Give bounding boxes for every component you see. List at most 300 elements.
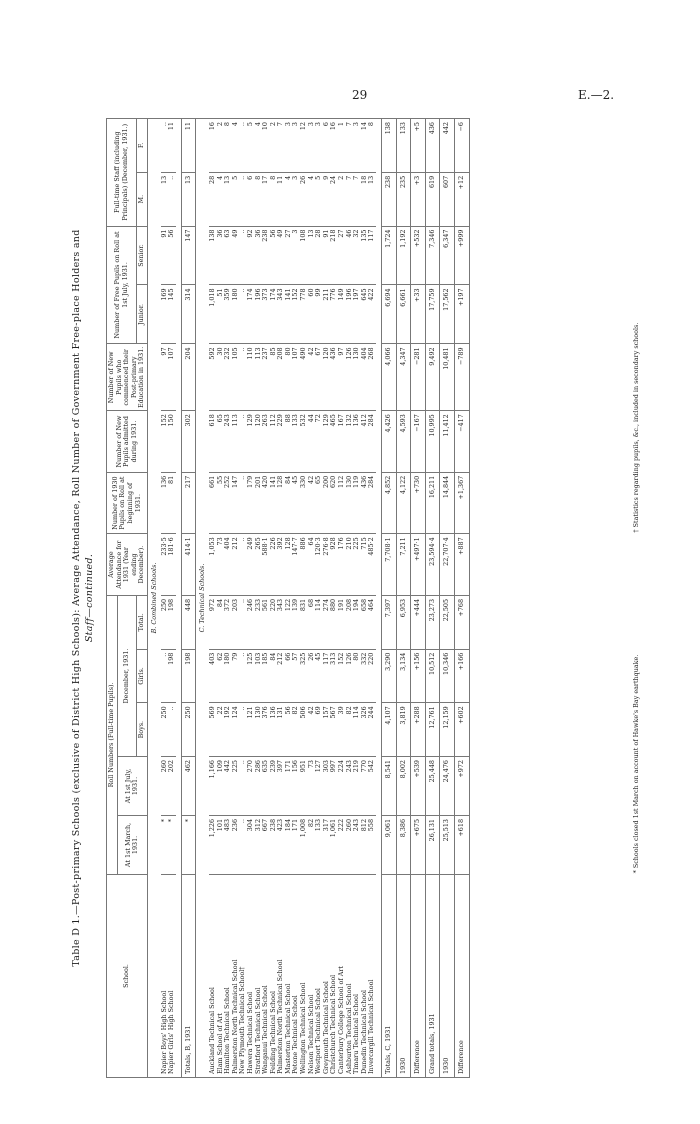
table-cell: 1,008 <box>300 815 308 874</box>
table-cell: 226 <box>270 534 278 596</box>
table-cell: 392 <box>277 534 285 596</box>
table-cell: .. <box>239 119 247 173</box>
table-cell: 233 <box>255 595 263 649</box>
table-cell: 284 <box>368 472 376 534</box>
table-cell: 30 <box>217 344 225 411</box>
table-cell: 490 <box>300 344 308 411</box>
table-cell: 8,002 <box>396 757 411 816</box>
table-row <box>454 119 469 1078</box>
table-cell: 239 <box>270 757 278 816</box>
table-row <box>262 119 270 1078</box>
table-cell: 141 <box>285 285 293 344</box>
section-heading-row <box>196 119 209 1078</box>
table-cell: 268 <box>368 344 376 411</box>
header-commenced-post-primary: Number of New Pupils who commenced their Post-primary Education in 1931. <box>107 344 148 411</box>
table-cell: 5 <box>247 119 255 173</box>
table-cell: 3 <box>353 119 361 173</box>
table-cell: 1,053 <box>209 534 217 596</box>
table-cell: 112 <box>338 472 346 534</box>
table-cell: 55 <box>217 472 225 534</box>
table-cell: +532 <box>411 226 426 285</box>
table-cell: 7,397 <box>382 595 397 649</box>
table-cell: 4 <box>285 172 293 226</box>
table-cell: 260 <box>161 757 169 816</box>
table-cell: 121 <box>247 703 255 757</box>
table-cell: 24,476 <box>440 757 455 816</box>
table-cell: 23,273 <box>425 595 440 649</box>
table-cell: 73 <box>308 757 316 816</box>
school-name: Totals, C, 1931 <box>382 874 397 1077</box>
table-cell: 84 <box>217 595 225 649</box>
table-cell: 82 <box>308 815 316 874</box>
table-cell: 201 <box>255 472 263 534</box>
table-cell: −789 <box>454 344 469 411</box>
table-cell: 314 <box>181 285 196 344</box>
table-row <box>217 119 225 1078</box>
table-cell: 2 <box>217 119 225 173</box>
table-cell: 9,492 <box>425 344 440 411</box>
table-row <box>361 119 369 1078</box>
table-cell: 180 <box>224 649 232 703</box>
table-cell: 607 <box>440 172 455 226</box>
table-cell: 200 <box>323 472 331 534</box>
school-name: Totals, B, 1931 <box>181 874 196 1077</box>
table-cell: 17 <box>262 172 270 226</box>
table-cell: −167 <box>411 411 426 473</box>
table-cell: 313 <box>330 649 338 703</box>
table-cell: 238 <box>262 226 270 285</box>
table-cell: 120 <box>323 344 331 411</box>
table-row <box>425 119 440 1078</box>
table-row <box>239 119 247 1078</box>
table-cell: 5 <box>232 172 240 226</box>
table-cell: 220 <box>270 595 278 649</box>
table-cell: 26 <box>308 649 316 703</box>
table-cell: 4 <box>232 119 240 173</box>
table-cell: +887 <box>454 534 469 596</box>
school-name: Palmerston North Technical School <box>277 874 285 1077</box>
table-cell: 69 <box>315 703 323 757</box>
table-cell: 414·1 <box>181 534 196 596</box>
table-cell: 436 <box>425 119 440 173</box>
table-cell: +730 <box>411 472 426 534</box>
table-cell: 7 <box>346 172 354 226</box>
table-cell: 138 <box>209 226 217 285</box>
table-cell: 1,226 <box>209 815 217 874</box>
table-cell: 6,661 <box>396 285 411 344</box>
header-average-attendance: Average Attendance for 1931 (Year ending December). <box>107 534 148 596</box>
table-cell: 219 <box>353 757 361 816</box>
table-cell: 252 <box>224 472 232 534</box>
table-cell: 645 <box>361 285 369 344</box>
table-row <box>323 119 331 1078</box>
table-cell: 126 <box>346 649 354 703</box>
table-row <box>382 119 397 1078</box>
table-cell: 4,426 <box>382 411 397 473</box>
table-cell: 127 <box>315 757 323 816</box>
table-row <box>308 119 316 1078</box>
table-cell: 2 <box>338 172 346 226</box>
table-cell: 171 <box>285 757 293 816</box>
table-cell: 588·1 <box>262 534 270 596</box>
table-cell: 12,761 <box>425 703 440 757</box>
table-cell: 11 <box>277 172 285 226</box>
table-cell: 99 <box>315 285 323 344</box>
table-cell: 44 <box>308 411 316 473</box>
table-cell: 619 <box>425 172 440 226</box>
table-cell: 222 <box>338 815 346 874</box>
header-staff: Full-time Staff (including Principals) (December, 1931.) <box>107 119 137 227</box>
table-cell: +166 <box>454 649 469 703</box>
table-cell: 147·7 <box>292 534 300 596</box>
school-name: 1930 <box>396 874 411 1077</box>
table-cell: 73 <box>217 534 225 596</box>
table-cell: 778 <box>300 285 308 344</box>
table-cell: 715 <box>361 534 369 596</box>
table-cell: 4,122 <box>396 472 411 534</box>
table-cell: 24 <box>330 172 338 226</box>
table-cell: 243 <box>224 411 232 473</box>
table-row <box>440 119 455 1078</box>
table-cell: 84 <box>270 649 278 703</box>
table-cell: 235 <box>396 172 411 226</box>
table-cell: 120 <box>255 411 263 473</box>
table-cell: 658 <box>361 595 369 649</box>
table-cell: 91 <box>323 226 331 285</box>
table-cell: 56 <box>168 226 176 285</box>
table-cell: 198 <box>168 649 176 703</box>
table-cell: 81 <box>168 472 176 534</box>
table-cell: 448 <box>181 595 196 649</box>
table-cell: −6 <box>454 119 469 173</box>
table-cell: 3 <box>285 119 293 173</box>
table-cell: 880 <box>330 595 338 649</box>
table-cell: 558 <box>368 815 376 874</box>
school-name: Canterbury College School of Art <box>338 874 346 1077</box>
table-cell: .. <box>239 757 247 816</box>
header-staff-m: M. <box>137 172 148 226</box>
table-cell: 1,192 <box>396 226 411 285</box>
table-cell: 136 <box>353 411 361 473</box>
table-cell: 286 <box>255 757 263 816</box>
table-row <box>292 119 300 1078</box>
header-staff-f: F. <box>137 119 148 173</box>
table-cell: +602 <box>454 703 469 757</box>
section-heading-row <box>147 119 160 1078</box>
school-name: Masterton Technical School <box>285 874 293 1077</box>
table-cell: 6 <box>323 119 331 173</box>
table-cell: 332 <box>361 649 369 703</box>
table-cell: 620 <box>330 472 338 534</box>
table-cell: 326 <box>361 703 369 757</box>
table-cell: 229 <box>277 411 285 473</box>
table-cell: 208 <box>277 344 285 411</box>
table-cell: +3 <box>411 172 426 226</box>
table-cell: 6 <box>247 172 255 226</box>
school-name: Hawera Technical School <box>247 874 255 1077</box>
table-cell: 3,134 <box>396 649 411 703</box>
school-name: 1930 <box>440 874 455 1077</box>
table-cell: 114 <box>315 595 323 649</box>
table-cell: 184 <box>285 815 293 874</box>
table-cell: 117 <box>323 649 331 703</box>
header-free-place: Number of Free Pupils on Roll at 1st July, 1931. <box>107 226 137 344</box>
table-cell: 25,448 <box>425 757 440 816</box>
table-cell: 225 <box>353 534 361 596</box>
header-at-july: At 1st July, 1931. <box>117 757 147 816</box>
table-cell: 42 <box>308 344 316 411</box>
table-cell: 147 <box>232 472 240 534</box>
table-cell: 17,562 <box>440 285 455 344</box>
header-junior: Junior. <box>137 285 148 344</box>
table-cell: 16 <box>330 119 338 173</box>
table-cell: 110 <box>247 344 255 411</box>
table-row <box>168 119 176 1078</box>
table-cell: 284 <box>368 411 376 473</box>
table-cell: 263 <box>262 411 270 473</box>
table-cell: 404 <box>224 534 232 596</box>
table-cell: 82 <box>292 703 300 757</box>
table-cell: 13 <box>308 226 316 285</box>
table-row <box>181 119 196 1078</box>
table-cell: 483 <box>224 815 232 874</box>
table-cell: 6,953 <box>396 595 411 649</box>
table-cell: 1,166 <box>209 757 217 816</box>
table-cell: 65 <box>217 411 225 473</box>
table-cell: 9,061 <box>382 815 397 874</box>
table-cell: 132 <box>346 411 354 473</box>
header-december: December, 1931. <box>117 595 137 756</box>
table-cell: 46 <box>346 226 354 285</box>
table-cell: 8 <box>368 119 376 173</box>
table-cell: 7,211 <box>396 534 411 596</box>
table-cell: 130 <box>353 344 361 411</box>
table-cell: 3 <box>292 172 300 226</box>
table-cell: 233·5 <box>161 534 169 596</box>
table-cell: +539 <box>411 757 426 816</box>
table-cell: 113 <box>255 344 263 411</box>
table-cell: .. <box>239 226 247 285</box>
table-cell: 57 <box>292 649 300 703</box>
table-cell: 4 <box>255 119 263 173</box>
table-cell: 68 <box>308 595 316 649</box>
table-cell: 212 <box>277 649 285 703</box>
table-cell: 176 <box>338 534 346 596</box>
table-cell: 304 <box>247 815 255 874</box>
table-cell: 3,819 <box>396 703 411 757</box>
table-cell: .. <box>168 172 176 226</box>
table-cell: .. <box>168 703 176 757</box>
school-name: Wellington Technical School <box>300 874 308 1077</box>
table-cell: 225 <box>232 757 240 816</box>
school-name: Feilding Technical School <box>270 874 278 1077</box>
table-cell: +288 <box>411 703 426 757</box>
table-cell: 45 <box>315 649 323 703</box>
table-cell: 80 <box>285 344 293 411</box>
table-row <box>396 119 411 1078</box>
table-cell: 220 <box>368 649 376 703</box>
table-row <box>224 119 232 1078</box>
table-cell: 167 <box>338 411 346 473</box>
table-cell: 9 <box>323 172 331 226</box>
table-cell: 1 <box>338 119 346 173</box>
table-cell: 2 <box>270 119 278 173</box>
table-cell: 359 <box>224 285 232 344</box>
table-cell: 260 <box>346 815 354 874</box>
table-cell: * <box>181 815 196 874</box>
header-roll-numbers: Roll Numbers (Full-time Pupils). <box>107 595 118 874</box>
school-name: Timaru Technical School <box>353 874 361 1077</box>
table-cell: 171 <box>292 815 300 874</box>
table-cell: 16 <box>209 119 217 173</box>
table-cell: .. <box>239 703 247 757</box>
table-cell: 22,505 <box>440 595 455 649</box>
table-cell: 149 <box>338 285 346 344</box>
school-name: Auckland Technical School <box>209 874 217 1077</box>
table-row <box>285 119 293 1078</box>
table-cell: +1,367 <box>454 472 469 534</box>
table-cell: 8 <box>255 172 263 226</box>
table-cell: +497·1 <box>411 534 426 596</box>
table-cell: 542 <box>368 757 376 816</box>
table-cell: 92 <box>247 226 255 285</box>
table-cell: 10,995 <box>425 411 440 473</box>
table-cell: 13 <box>181 172 196 226</box>
page-number: 29 <box>352 88 368 102</box>
table-cell: 3 <box>308 119 316 173</box>
table-cell: 373 <box>262 285 270 344</box>
table-cell: 49 <box>232 226 240 285</box>
table-cell: 32 <box>353 226 361 285</box>
table-cell: 3 <box>315 119 323 173</box>
header-new-pupils: Number of New Pupils admitted during 1931. <box>107 411 148 473</box>
table-cell: 108 <box>300 226 308 285</box>
table-row <box>255 119 263 1078</box>
table-cell: 80 <box>353 649 361 703</box>
table-cell: 136 <box>270 703 278 757</box>
table-cell: 3 <box>292 226 300 285</box>
table-cell: .. <box>239 472 247 534</box>
table-cell: 194 <box>353 595 361 649</box>
table-row <box>368 119 376 1078</box>
table-cell: 105 <box>232 344 240 411</box>
rotated-table-page <box>70 118 680 1078</box>
table-cell: 249 <box>247 534 255 596</box>
table-cell: 246 <box>247 595 255 649</box>
title-continued: Staff—continued. <box>84 553 95 643</box>
school-name: Palmerston North Technical School <box>232 874 240 1077</box>
table-cell: .. <box>239 649 247 703</box>
table-cell: 112 <box>270 411 278 473</box>
table-cell: 64 <box>308 534 316 596</box>
table-cell: 12 <box>300 119 308 173</box>
table-cell: 442 <box>440 119 455 173</box>
table-cell: 7 <box>346 119 354 173</box>
table-cell: 244 <box>368 703 376 757</box>
school-name: Stratford Technical School <box>255 874 263 1077</box>
table-cell: .. <box>239 172 247 226</box>
table-cell: 138 <box>382 119 397 173</box>
header-total: Total. <box>137 595 148 649</box>
table-cell: 312 <box>255 815 263 874</box>
table-cell: 49 <box>277 226 285 285</box>
table-cell: 36 <box>217 226 225 285</box>
table-cell: 8,386 <box>396 815 411 874</box>
table-cell: 131 <box>277 703 285 757</box>
school-name: Ashburton Technical School <box>346 874 354 1077</box>
table-cell: .. <box>239 534 247 596</box>
table-body <box>147 119 469 1078</box>
table-cell: 26 <box>300 172 308 226</box>
table-cell: +618 <box>454 815 469 874</box>
table-cell: 25,513 <box>440 815 455 874</box>
table-cell: 372 <box>224 595 232 649</box>
table-row <box>330 119 338 1078</box>
table-cell: 72 <box>315 411 323 473</box>
table-cell: 886 <box>300 534 308 596</box>
table-cell: 7 <box>277 119 285 173</box>
table-cell: .. <box>239 815 247 874</box>
table-cell: 150 <box>168 411 176 473</box>
table-row <box>346 119 354 1078</box>
school-name: Grand totals, 1931 <box>425 874 440 1077</box>
table-cell: 343 <box>277 285 285 344</box>
school-name: Wanganui Technical School <box>262 874 270 1077</box>
table-cell: 569 <box>209 703 217 757</box>
table-cell: 117 <box>368 226 376 285</box>
table-cell: 317 <box>323 815 331 874</box>
table-cell: +972 <box>454 757 469 816</box>
table-row <box>277 119 285 1078</box>
table-cell: 114 <box>353 703 361 757</box>
table-cell: 831 <box>300 595 308 649</box>
table-cell: 667 <box>262 815 270 874</box>
table-cell: 126 <box>346 344 354 411</box>
school-name: Christchurch Technical School <box>330 874 338 1077</box>
table-cell: 169 <box>161 285 169 344</box>
school-name: Dunedin Technical School <box>361 874 369 1077</box>
table-cell: 276·8 <box>323 534 331 596</box>
table-cell: 412 <box>361 411 369 473</box>
table-cell: 133 <box>315 815 323 874</box>
table-cell: 56 <box>285 703 293 757</box>
table-cell: 6,694 <box>382 285 397 344</box>
table-cell: 7,346 <box>425 226 440 285</box>
table-cell: 27 <box>285 226 293 285</box>
table-cell: 128 <box>285 534 293 596</box>
table-cell: 22,707·4 <box>440 534 455 596</box>
table-cell: 4,347 <box>396 344 411 411</box>
table-cell: 62 <box>217 649 225 703</box>
table-cell: 265 <box>255 534 263 596</box>
table-cell: 208 <box>346 595 354 649</box>
table-cell: 302 <box>181 411 196 473</box>
table-cell: 243 <box>353 815 361 874</box>
table-cell: 232 <box>224 344 232 411</box>
table-cell: 107 <box>168 344 176 411</box>
table-cell: 997 <box>330 757 338 816</box>
table-cell: 79 <box>232 649 240 703</box>
school-name: Napier Boys' High School <box>161 874 169 1077</box>
footnote-statistics: † Statistics regarding pupils, &c., included in secondary schools. <box>632 322 640 533</box>
table-cell: +768 <box>454 595 469 649</box>
table-cell: 10,512 <box>425 649 440 703</box>
table-cell: 210 <box>346 534 354 596</box>
table-cell: 156 <box>292 757 300 816</box>
table-cell: 204 <box>181 344 196 411</box>
table-cell: 135 <box>361 226 369 285</box>
table-cell: 236 <box>232 815 240 874</box>
